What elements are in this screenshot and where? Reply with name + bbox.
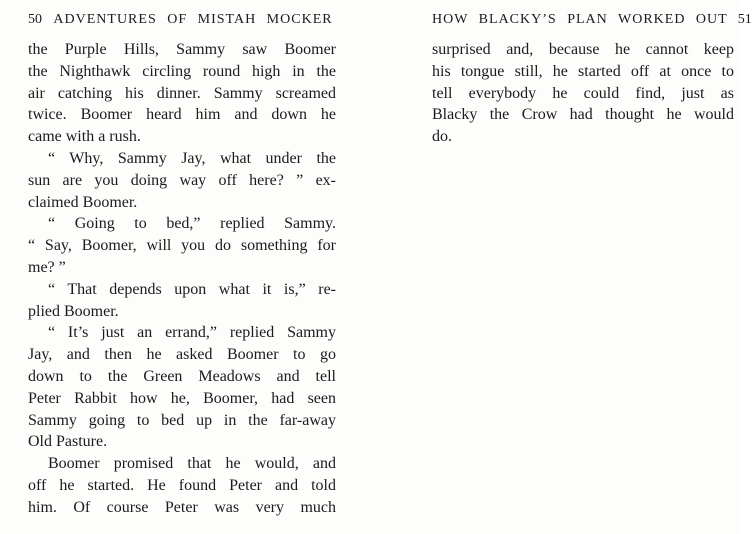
paragraph <box>28 39 336 148</box>
running-header-title-right: HOW BLACKY’S PLAN WORKED OUT <box>432 12 728 27</box>
text-line: me? ” <box>28 258 66 276</box>
paragraph <box>28 213 336 278</box>
page-right <box>432 12 752 148</box>
paragraph <box>28 279 336 323</box>
text-line: “ Say, Boomer, will you do something for <box>28 237 336 255</box>
paragraph <box>432 39 734 148</box>
text-line: do. <box>432 128 452 146</box>
text-line: claimed Boomer. <box>28 193 138 211</box>
page-text-right <box>432 39 734 148</box>
text-line: down to the Green Meadows and tell <box>28 367 336 385</box>
text-line: air catching his dinner. Sammy screamed <box>28 84 336 102</box>
text-line: “ That depends upon what it is,” re- <box>48 280 336 298</box>
text-line: plied Boomer. <box>28 302 119 320</box>
text-line: Sammy going to bed up in the far-away <box>28 411 336 429</box>
text-line: twice. Boomer heard him and down he <box>28 106 336 124</box>
text-line: him. Of course Peter was very much <box>28 498 336 516</box>
page-text-left <box>28 39 336 519</box>
text-line: “ Going to bed,” replied Sammy. <box>48 215 336 233</box>
text-line: Blacky the Crow had thought he would <box>432 106 734 124</box>
page-number-left: 50 <box>28 12 42 27</box>
paragraph <box>28 453 336 518</box>
text-line: Peter Rabbit how he, Boomer, had seen <box>28 389 336 407</box>
page-number-right: 51 <box>737 12 752 27</box>
page-left <box>28 12 336 519</box>
paragraph <box>28 148 336 213</box>
text-line: Boomer promised that he would, and <box>48 455 336 473</box>
running-header-title-left: ADVENTURES OF MISTAH MOCKER <box>53 12 333 27</box>
text-line: surprised and, because he cannot keep <box>432 41 734 58</box>
text-line: “ It’s just an errand,” replied Sammy <box>48 324 336 342</box>
running-head-right <box>432 12 752 30</box>
text-line: Jay, and then he asked Boomer to go <box>28 346 336 364</box>
text-line: off he started. He found Peter and told <box>28 476 336 494</box>
text-line: the Nighthawk circling round high in the <box>28 62 336 80</box>
text-line: the Purple Hills, Sammy saw Boomer <box>28 41 336 58</box>
running-head-left <box>28 12 336 30</box>
text-line: “ Why, Sammy Jay, what under the <box>48 149 336 167</box>
text-line: Old Pasture. <box>28 433 108 451</box>
text-line: tell everybody he could find, just as <box>432 84 734 102</box>
text-line: his tongue still, he started off at once to <box>432 62 734 80</box>
paragraph <box>28 322 336 453</box>
text-line: came with a rush. <box>28 128 141 146</box>
text-line: sun are you doing way off here? ” ex- <box>28 171 336 189</box>
